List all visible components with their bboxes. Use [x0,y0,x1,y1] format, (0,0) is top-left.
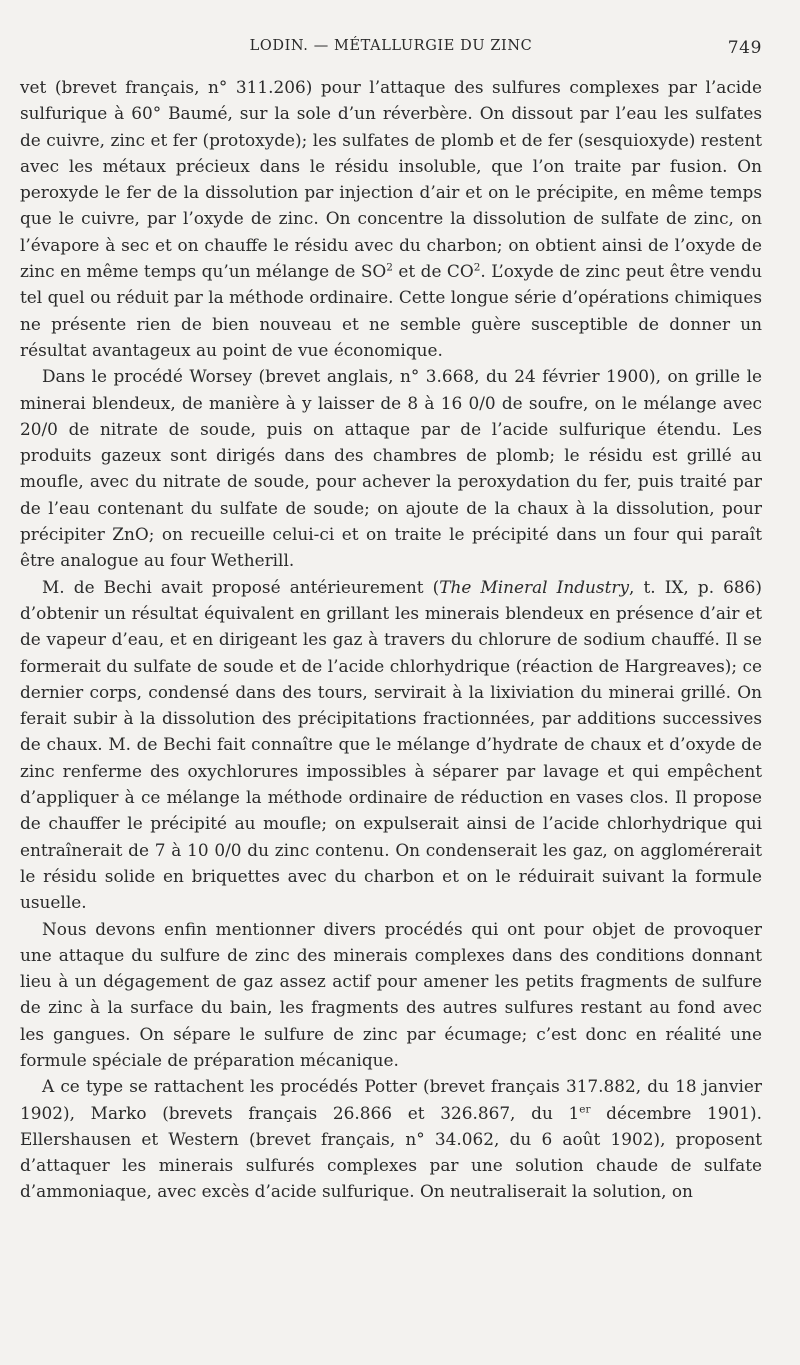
superscript: 2 [473,261,481,274]
superscript: 2 [386,261,393,274]
text-run: décembre 1901). Ellershausen et Western (brevet français, n° 34.062, du 6 août 1902), proposent d’attaquer les minerais sulfurés complexes par une solution chaude de sulfate d’ammoniaque, avec excès d’acide sulfurique. On neutraliserait la solution, on [20,1102,762,1202]
text-run: M. de Bechi avait proposé antérieurement ( [42,576,440,597]
text-run: Nous devons enfin mentionner divers procédés qui ont pour objet de provoquer une attaque du sulfure de zinc des minerais complexes dans des conditions donnant lieu à un dégagement de gaz assez actif pour amener les petits fragments de sulfure de zinc à la surface du bain, les fragments des autres sulfures restant au fond avec les gangues. On sépare le sulfure de zinc par écumage; c’est donc en réalité une formule spéciale de préparation mécanique. [20,918,762,1070]
paragraph-2 [20,363,762,573]
text-run: A ce type se rattachent les procédés Potter (brevet français 317.882, du 18 janvier 1902), Marko (brevets français 26.866 et 326.867, du 1 [20,1076,762,1123]
paragraph-5 [20,1073,762,1204]
paragraph-4 [20,916,762,1074]
text-run: , t. IX, p. 686) d’obtenir un résultat équivalent en grillant les minerais blendeux en présence d’air et de vapeur d’eau, et en dirigeant les gaz à travers du chlorure de sodium chauffé. Il se formerait du sulfate de soude et de l’acide chlorhydrique (réaction de Hargreaves); ce dernier corps, condensé dans des tours, servirait à la lixiviation du minerai grillé. On ferait subir à la dissolution des précipitations fractionnées, par additions successives de chaux. M. de Bechi fait connaître que le mélange d’hydrate de chaux et d’oxyde de zinc renferme des oxychlorures impossibles à séparer par lavage et qui empêchent d’appliquer à ce mélange la méthode ordinaire de réduction en vases clos. Il propose de chauffer le précipité au moufle; on expulserait ainsi de l’acide chlorhydrique qui entraînerait de 7 à 10 0/0 du zinc contenu. On condenserait les gaz, on agglomérerait le résidu solide en briquettes avec du charbon et on le réduirait suivant la formule usuelle. [20,576,763,913]
superscript: er [579,1102,591,1115]
text-run: vet (brevet français, n° 311.206) pour l’attaque des sulfures complexes par l’acide sulfurique à 60° Baumé, sur la sole d’un réverbère. On dissout par l’eau les sulfates de cuivre, zinc et fer (protoxyde); les sulfates de plomb et de fer (sesquioxyde) restent avec les métaux précieux dans le résidu insoluble, que l’on traite par fusion. On peroxyde le fer de la dissolution par injection d’air et on le précipite, en même temps que le cuivre, par l’oxyde de zinc. On concentre la dissolution de sulfate de zinc, on l’évapore à sec et on chauffe le résidu avec du charbon; on obtient ainsi de l’oxyde de zinc en même temps qu’un mélange de SO [20,77,762,282]
text-run: Dans le procédé Worsey (brevet anglais, n° 3.668, du 24 février 1900), on grille le minerai blendeux, de manière à y laisser de 8 à 16 0/0 de soufre, on le mélange avec 20/0 de nitrate de soude, puis on attaque par de l’acide sulfurique étendu. Les produits gazeux sont dirigés dans des chambres de plomb; le résidu est grillé au moufle, avec du nitrate de soude, pour achever la peroxydation du fer, puis traité par de l’eau contenant du sulfate de soude; on ajoute de la chaux à la dissolution, pour précipiter ZnO; on recueille celui-ci et on traite le précipité dans un four qui paraît être analogue au four Wetherill. [20,366,762,571]
paragraph-3 [20,574,762,916]
page-number: 749 [727,38,762,58]
page-header [20,38,762,74]
running-title: LODIN. — MÉTALLURGIE DU ZINC [249,38,533,54]
text-run: . L’oxyde de zinc peut être vendu tel quel ou réduit par la méthode ordinaire. Cette longue série d’opérations chimiques ne présente rien de bien nouveau et ne semble guère susceptible de donner un résultat avantageux au point de vue économique. [20,261,762,360]
body-text [20,74,762,1205]
paragraph-1 [20,74,762,363]
text-run: et de CO [392,261,474,282]
italic-title: The Mineral Industry [439,576,629,597]
